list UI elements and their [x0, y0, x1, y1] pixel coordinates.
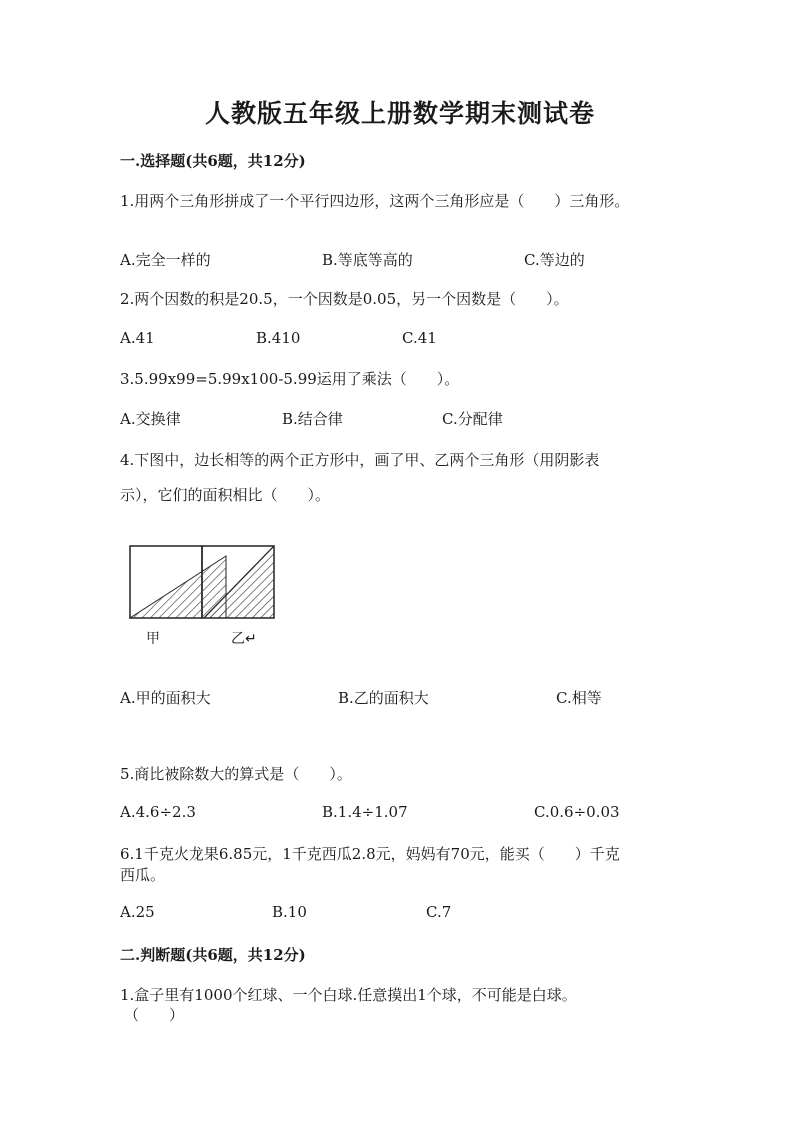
question-2-stem: 2.两个因数的积是20.5，一个因数是0.05，另一个因数是（ ）。: [120, 290, 569, 308]
question-6-option-c: C.7: [426, 903, 452, 921]
question-5-option-c: C.0.6÷0.03: [534, 803, 620, 821]
question-1-option-b: B.等底等高的: [322, 251, 413, 269]
question-6-stem-line-1: 6.1千克火龙果6.85元，1千克西瓜2.8元，妈妈有70元，能买（ ）千克: [120, 845, 620, 863]
question-2-option-c: C.41: [402, 329, 437, 347]
question-3-option-b: B.结合律: [282, 410, 343, 428]
question-5-stem: 5.商比被除数大的算式是（ ）。: [120, 765, 352, 783]
question-3-option-a: A.交换律: [120, 410, 181, 428]
question-2-option-a: A.41: [120, 329, 155, 347]
question-4-option-a: A.甲的面积大: [120, 689, 211, 707]
question-1-option-a: A.完全一样的: [120, 251, 211, 269]
section-heading-judgment: 二.判断题(共6题，共12分): [120, 946, 306, 964]
label-yi: 乙↵: [231, 631, 257, 647]
label-jia: 甲: [146, 631, 160, 647]
question-4-stem-line-2: 示），它们的面积相比（ ）。: [120, 486, 331, 504]
question-3-option-c: C.分配律: [442, 410, 503, 428]
question-4-option-c: C.相等: [556, 689, 602, 707]
judgment-1-stem: 1.盒子里有1000个红球、一个白球.任意摸出1个球，不可能是白球。: [120, 986, 577, 1004]
question-6-stem-line-2: 西瓜。: [120, 866, 166, 884]
question-5-option-a: A.4.6÷2.3: [120, 803, 196, 821]
judgment-1-answer-paren: （ ）: [124, 1006, 185, 1024]
question-4-option-b: B.乙的面积大: [338, 689, 429, 707]
section-heading-choice: 一.选择题(共6题，共12分): [120, 152, 306, 170]
question-6-option-b: B.10: [272, 903, 307, 921]
question-5-option-b: B.1.4÷1.07: [322, 803, 408, 821]
two-squares-triangles-figure: [126, 540, 286, 650]
question-6-option-a: A.25: [120, 903, 155, 921]
triangle-jia: [130, 556, 226, 618]
question-1-option-c: C.等边的: [524, 251, 585, 269]
question-4-stem-line-1: 4.下图中，边长相等的两个正方形中，画了甲、乙两个三角形（用阴影表: [120, 451, 600, 469]
question-3-stem: 3.5.99x99=5.99x100-5.99运用了乘法（ ）。: [120, 370, 460, 388]
question-2-option-b: B.410: [256, 329, 301, 347]
page-title: 人教版五年级上册数学期末测试卷: [204, 99, 595, 128]
question-1-stem: 1.用两个三角形拼成了一个平行四边形，这两个三角形应是（ ）三角形。: [120, 192, 630, 210]
